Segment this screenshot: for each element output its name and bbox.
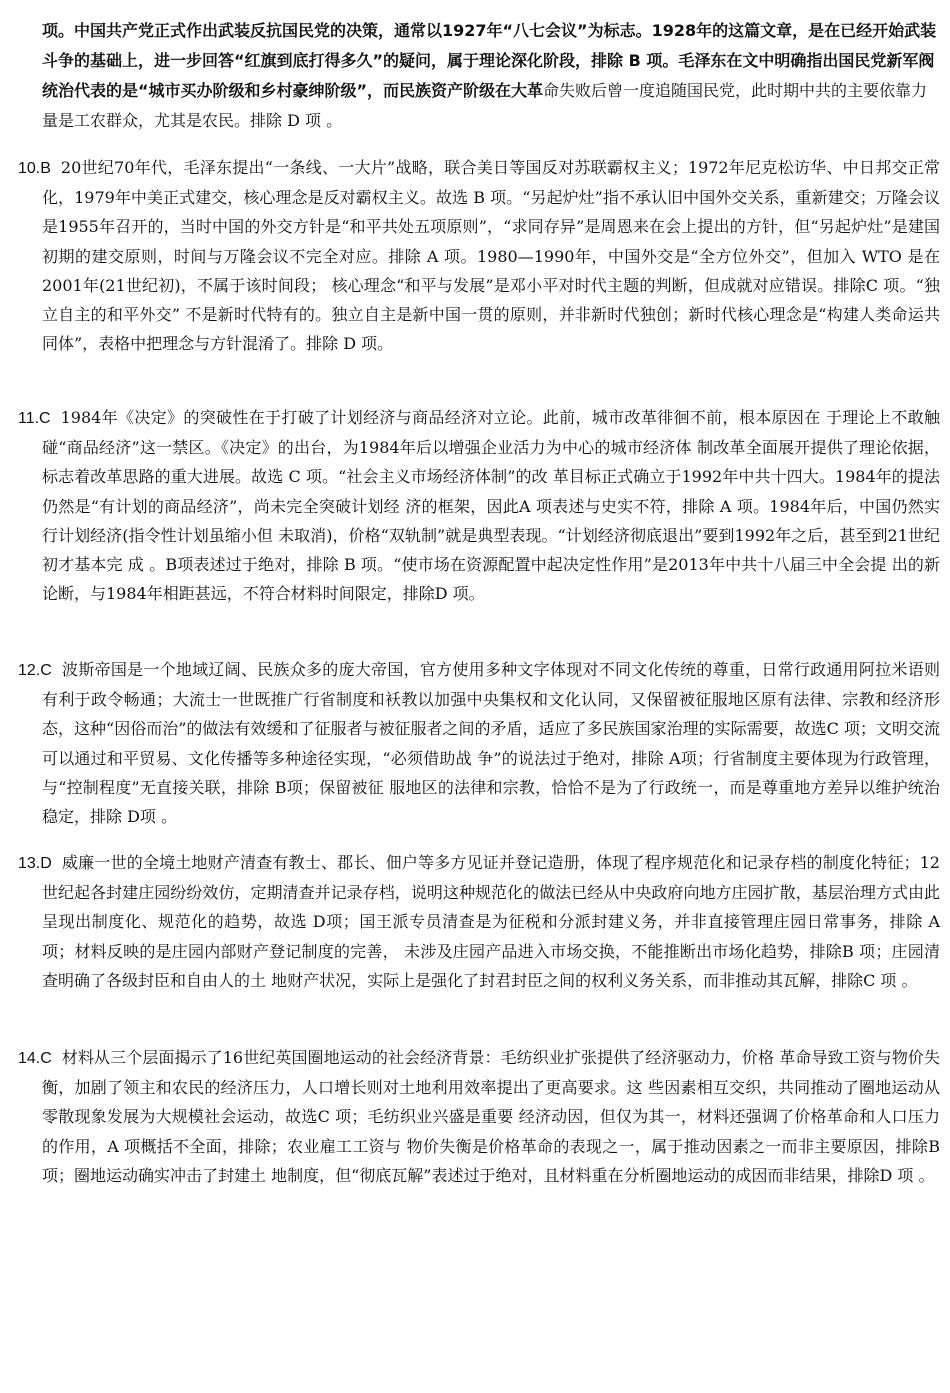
- intro-bold-text: 项。中国共产党正式作出武装反抗国民党的决策，通常以1927年“八七会议”为标志。1928年的这篇文章，是在已经开始武装斗争的基础上，进一步回答“红旗到底打得多久”的疑问，属于理论深化阶段，排除 B 项。毛泽东在文中明确指出国民党新军阀统治代表的是“城市买办阶级和乡村豪绅阶级”，而民族资产阶级在大革: [42, 21, 937, 100]
- answer-item-12: [18, 655, 940, 831]
- answer-number: 10.B: [18, 160, 51, 177]
- answer-text: 20世纪70年代，毛泽东提出“一条线、一大片”战略，联合美日等国反对苏联霸权主义；1972年尼克松访华、中日邦交正常化，1979年中美正式建交，核心理念是反对霸权主义。故选 B 项。“另起炉灶”指不承认旧中国外交关系，重新建交；万隆会议是1955年召开的，当时中国的外交方针是“和平共处五项原则”，“求同存异”是周恩来在会上提出的方针，但“另起炉灶”是建国初期的建交原则，时间与万隆会议不完全对应。排除 A 项。1980—1990年，中国外交是“全方位外交”，但加入 WTO 是在2001年(21世纪初)，不属于该时间段； 核心理念“和平与发展”是邓小平对时代主题的判断，但成就对应错误。排除C 项。“独立自主的和平外交” 不是新时代特有的。独立自主是新中国一贯的原则，并非新时代独创；新时代核心理念是“构建人类命运共 同体”，表格中把理念与方针混淆了。排除 D 项。: [42, 158, 940, 354]
- intro-normal-text: 命失败后曾一度追随国民党，此时期中共的主要依靠力量是工农群众，尤其是农民。排除 D 项 。: [42, 81, 928, 130]
- answer-text: 波斯帝国是一个地域辽阔、民族众多的庞大帝国，官方使用多种文字体现对不同文化传统的尊重，日常行政通用阿拉米语则有利于政令畅通；大流士一世既推广行省制度和袄教以加强中央集权和文化认同，又保留被征服地区原有法律、宗教和经济形态，这种“因俗而治”的做法有效缓和了征服者与被征服者之间的矛盾，适应了多民族国家治理的实际需要，故选C 项；文明交流可以通过和平贸易、文化传播等多种途径实现，“必须借助战 争”的说法过于绝对，排除 A项；行省制度主要体现为行政管理，与“控制程度”无直接关联，排除 B项；保留被征 服地区的法律和宗教，恰恰不是为了行政统一，而是尊重地方差异以维护统治稳定，排除 D项 。: [42, 660, 940, 827]
- intro-paragraph: [42, 16, 938, 136]
- answer-number: 11.C: [18, 410, 51, 427]
- answer-text: 材料从三个层面揭示了16世纪英国圈地运动的社会经济背景：毛纺织业扩张提供了经济驱动力，价格 革命导致工资与物价失衡，加剧了领主和农民的经济压力，人口增长则对土地利用效率提出了更高要求。这 些因素相互交织，共同推动了圈地运动从零散现象发展为大规模社会运动，故选C 项；毛纺织业兴盛是重要 经济动因，但仅为其一，材料还强调了价格革命和人口压力的作用，A 项概括不全面，排除；农业雇工工资与 物价失衡是价格革命的表现之一，属于推动因素之一而非主要原因，排除B 项；圈地运动确实冲击了封建土 地制度，但“彻底瓦解”表述过于绝对，且材料重在分析圈地运动的成因而非结果，排除D 项 。: [42, 1048, 940, 1185]
- answer-number: 13.D: [18, 855, 52, 872]
- answer-text: 1984年《决定》的突破性在于打破了计划经济与商品经济对立论。此前，城市改革徘徊不前，根本原因在 于理论上不敢触碰“商品经济”这一禁区。《决定》的出台，为1984年后以增强企业活力为中心的城市经济体 制改革全面展开提供了理论依据，标志着改革思路的重大进展。故选 C 项。“社会主义市场经济体制”的改 革目标正式确立于1992年中共十四大。1984年的提法仍然是“有计划的商品经济”，尚未完全突破计划经 济的框架，因此A 项表述与史实不符，排除 A 项。1984年后，中国仍然实行计划经济(指令性计划虽缩小但 未取消)，价格“双轨制”就是典型表现。“计划经济彻底退出”要到1992年之后，甚至到21世纪初才基本完 成 。B项表述过于绝对，排除 B 项。“使市场在资源配置中起决定性作用”是2013年中共十八届三中全会提 出的新论断，与1984年相距甚远，不符合材料时间限定，排除D 项。: [42, 408, 940, 604]
- answer-item-13: [18, 848, 940, 995]
- answer-text: 威廉一世的全境土地财产清查有教士、郡长、佃户等多方见证并登记造册，体现了程序规范化和记录存档的制度化特征；12世纪起各封建庄园纷纷效仿，定期清查并记录存档，说明这种规范化的做法已经从中央政府向地方庄园扩散，基层治理方式由此呈现出制度化、规范化的趋势，故选 D项；国王派专员清查是为征税和分派封建义务，并非直接管理庄园日常事务，排除 A 项；材料反映的是庄园内部财产登记制度的完善， 未涉及庄园产品进入市场交换，不能推断出市场化趋势，排除B 项；庄园清查明确了各级封臣和自由人的土 地财产状况，实际上是强化了封君封臣之间的权利义务关系，而非推动其瓦解，排除C 项 。: [42, 853, 940, 990]
- answer-item-14: [18, 1043, 940, 1190]
- answer-item-10: [18, 153, 940, 358]
- answer-number: 12.C: [18, 662, 52, 679]
- answer-item-11: [18, 403, 940, 608]
- answer-number: 14.C: [18, 1050, 52, 1067]
